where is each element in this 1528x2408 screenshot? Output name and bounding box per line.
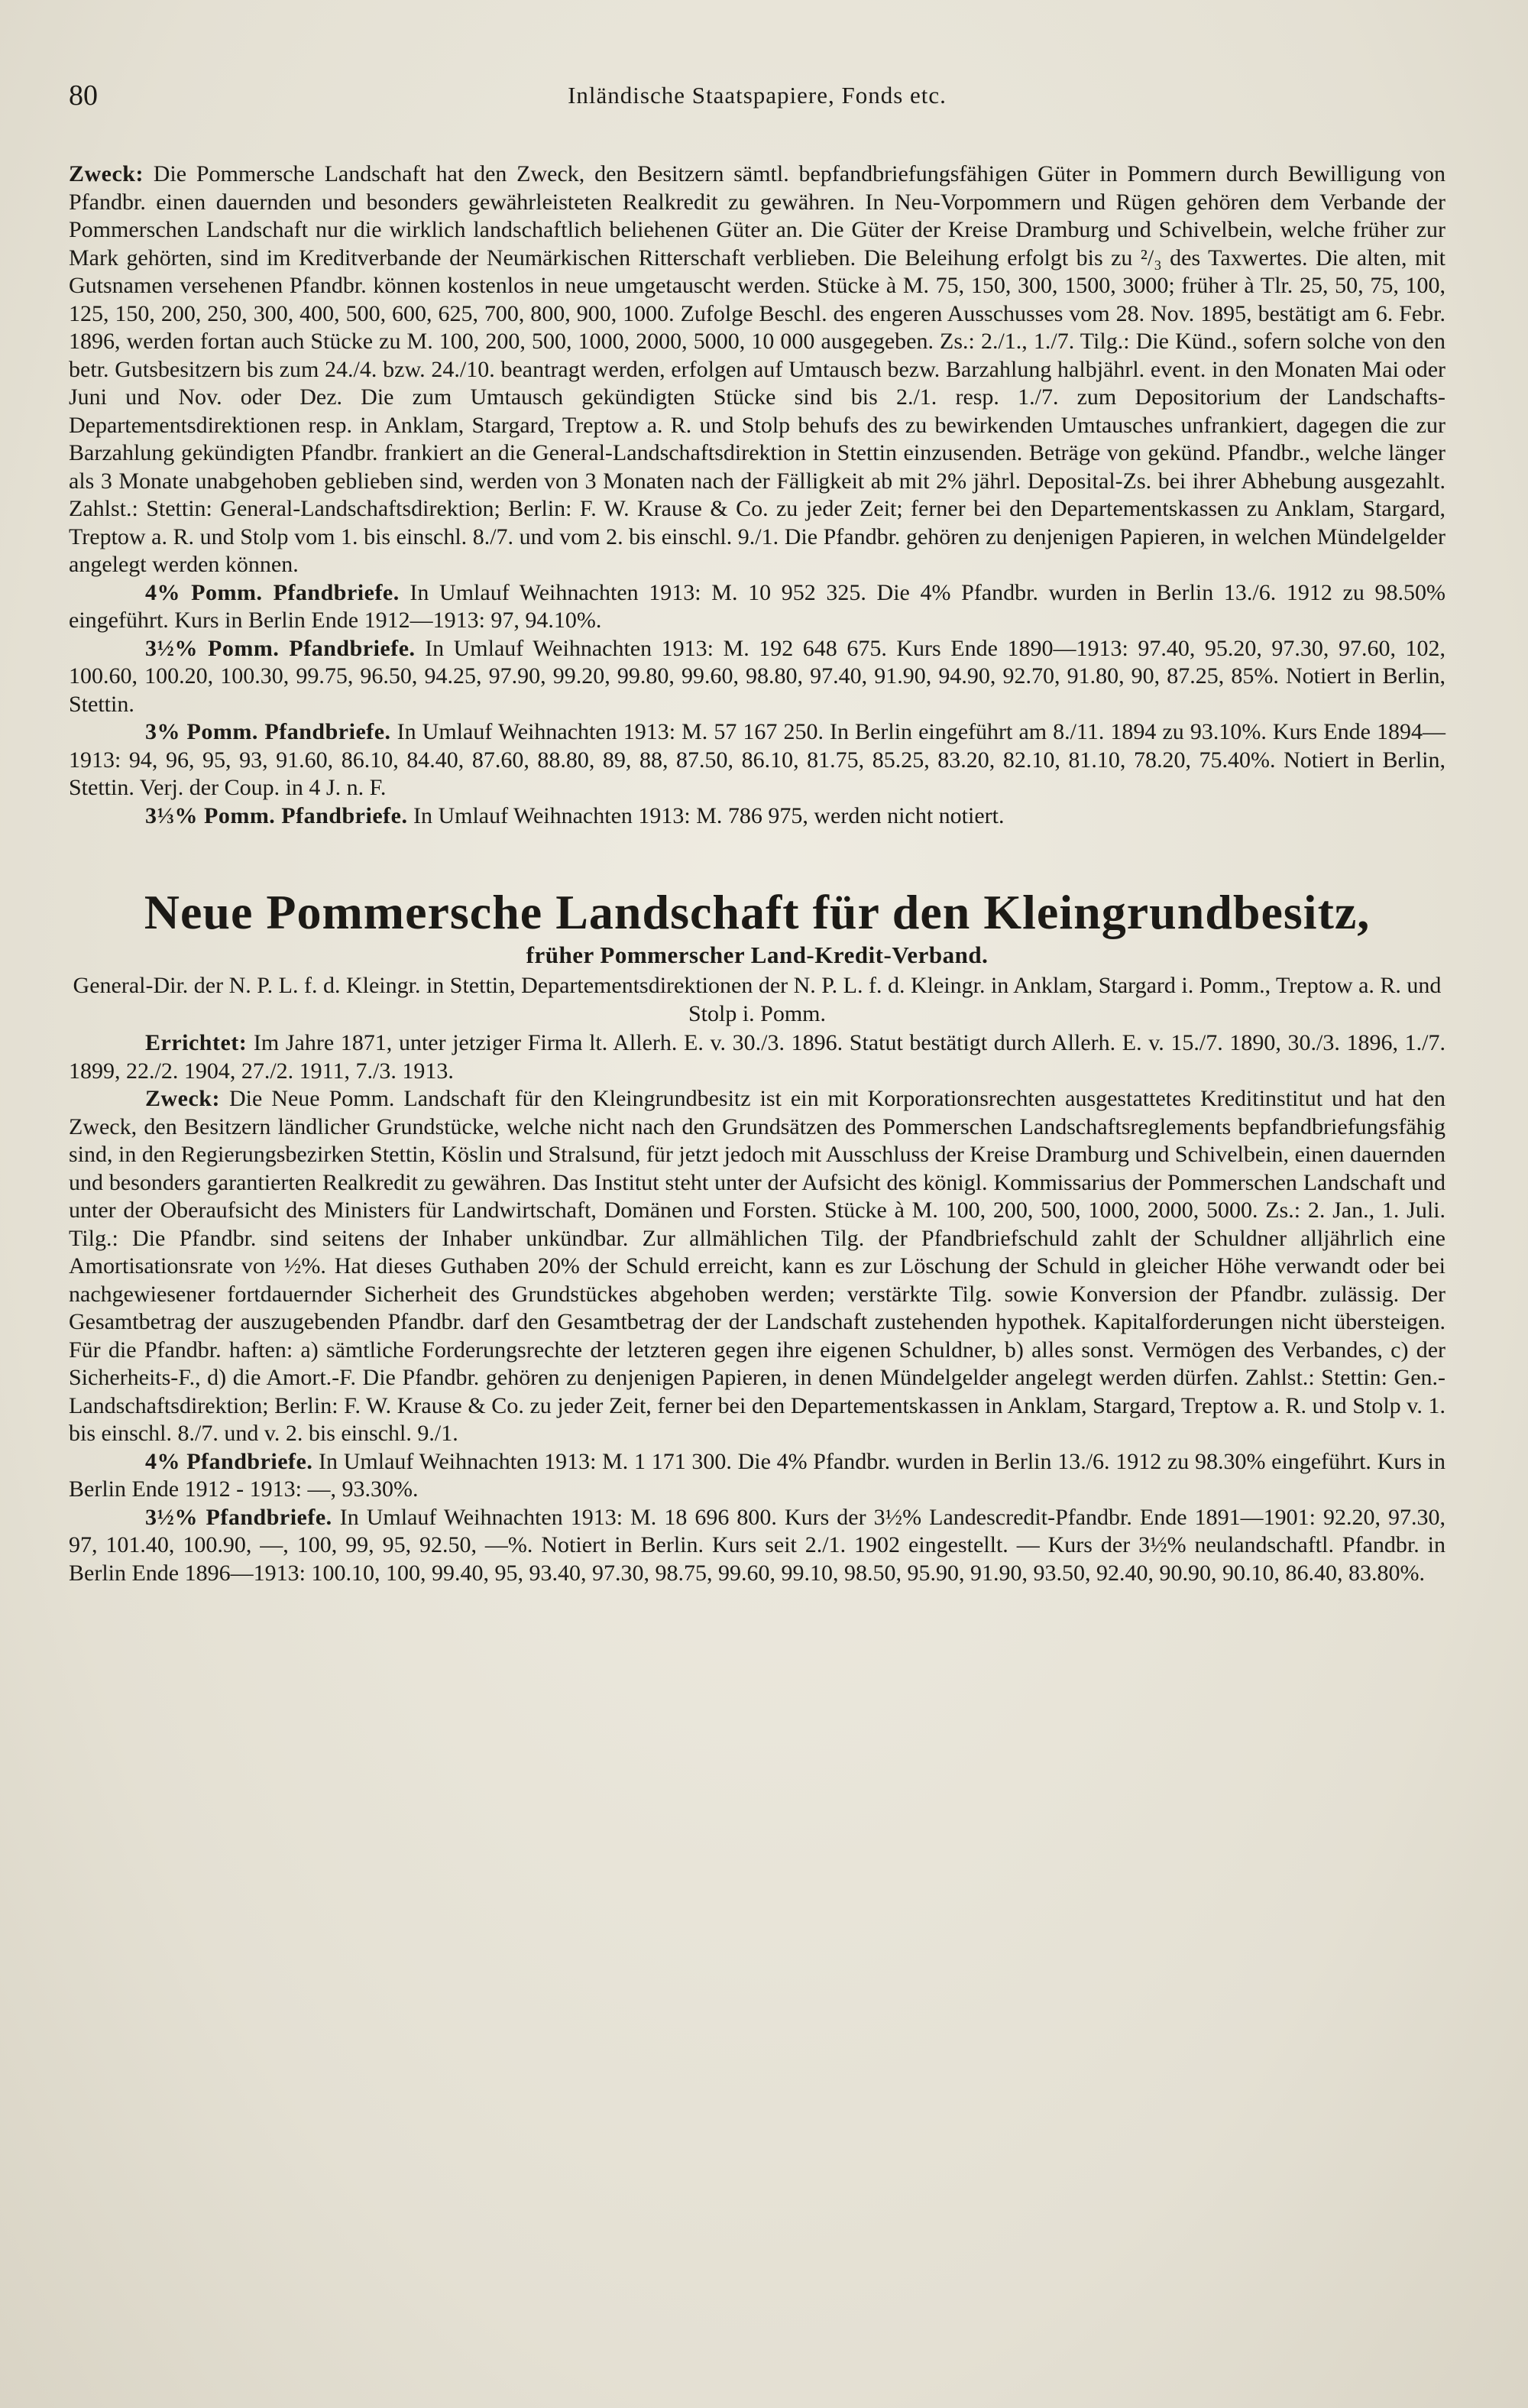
paragraph-3-33-pct-pfandbriefe bbox=[69, 802, 1445, 831]
paragraph-lead: Errichtet: bbox=[145, 1030, 248, 1055]
section-subtitle: früher Pommerscher Land-Kredit-Verband. bbox=[526, 941, 989, 968]
page-number: 80 bbox=[69, 79, 98, 112]
running-head bbox=[69, 76, 1445, 125]
paragraph-lead: 3⅓% Pomm. Pfandbriefe. bbox=[145, 802, 408, 828]
paragraph-text: Die Neue Pomm. Landschaft für den Kleingrundbesitz ist ein mit Korporationsrechten ausgestattetes Kreditinstitut und hat den Zweck, den Besitzern ländlicher Grundstücke, welche nicht nach den Grundsätzen des Pommerschen Landschaftsreglements bepfandbriefungsfähig sind, in den Regierungsbezirken Stettin, Köslin und Stralsund, für jetzt jedoch mit Ausschluss der Kreise Dramburg und Schivelbein, einen dauernden und besonders garantierten Realkredit zu gewähren. Das Institut steht unter der Aufsicht des königl. Kommissarius der Pommerschen Landschaft und unter der Oberaufsicht des Ministers für Landwirtschaft, Domänen und Forsten. Stücke à M. 100, 200, 500, 1000, 2000, 5000. Zs.: 2. Jan., 1. Juli. Tilg.: Die Pfandbr. sind seitens der Inhaber unkündbar. Zur allmählichen Tilg. der Pfandbriefschuld zahlt der Schuldner alljährlich eine Amortisationsrate von ½%. Hat dieses Guthaben 20% der Schuld erreicht, kann es zur Löschung der Schuld in gleicher Höhe verwandt oder bei nachgewiesener fortdauernder Sicherheit des Grundstückes abgehoben werden; verstärkte Tilg. sowie Konversion der Pfandbr. zulässig. Der Gesamtbetrag der auszugebenden Pfandbr. darf den Gesamtbetrag der der Landschaft zustehenden hypothek. Kapitalforderungen nicht übersteigen. Für die Pfandbr. haften: a) sämtliche Forderungsrechte der letzteren gegen ihre eigenen Schuldner, b) alles sonst. Vermögen des Verbandes, c) der Sicherheits-F., d) die Amort.-F. Die Pfandbr. gehören zu denjenigen Papieren, in denen Mündelgelder angelegt werden dürfen. Zahlst.: Stettin: Gen.-Landschaftsdirektion; Berlin: F. W. Krause & Co. zu jeder Zeit, ferner bei den Departementskassen in Anklam, Stargard, Treptow a. R. und Stolp v. 1. bis einschl. 8./7. und v. 2. bis einschl. 9./1. bbox=[69, 1086, 1445, 1446]
address-block: General-Dir. der N. P. L. f. d. Kleingr. in Stettin, Departementsdirektionen der N. P. L. f. d. Kleingr. in Anklam, Stargard i. Pomm., Treptow a. R. und Stolp i. Pomm. bbox=[73, 973, 1442, 1026]
paragraph-text: In Umlauf Weihnachten 1913: M. 786 975, werden nicht notiert. bbox=[407, 802, 1005, 828]
paragraph-4-pct-pfandbriefe bbox=[69, 1448, 1445, 1504]
paragraph-text: In Umlauf Weihnachten 1913: M. 1 171 300. Die 4% Pfandbr. wurden in Berlin 13./6. 1912 zu 98.30% eingeführt. Kurs in Berlin Ende 1912 - 1913: —, 93.30%. bbox=[69, 1448, 1446, 1502]
paragraph-lead: 3½% Pomm. Pfandbriefe. bbox=[145, 635, 416, 661]
paragraph-lead: 3% Pomm. Pfandbriefe. bbox=[145, 719, 391, 744]
running-title: Inländische Staatspapiere, Fonds etc. bbox=[568, 82, 947, 109]
paragraph-lead: Zweck: bbox=[145, 1086, 220, 1111]
paragraph-text: In Umlauf Weihnachten 1913: M. 10 952 325. Die 4% Pfandbr. wurden in Berlin 13./6. 1912 zu 98.50% eingeführt. Kurs in Berlin Ende 1912—1913: 97, 94.10%. bbox=[69, 579, 1445, 633]
paragraph-3-5-pct-pfandbriefe bbox=[69, 1504, 1445, 1588]
section-gap bbox=[69, 830, 1445, 885]
paragraph-text: Im Jahre 1871, unter jetziger Firma lt. Allerh. E. v. 30./3. 1896. Statut bestätigt durch Allerh. E. v. 15./7. 1890, 30./3. 1896, 1./7. 1899, 22./2. 1904, 27./2. 1911, 7./3. 1913. bbox=[69, 1030, 1445, 1084]
paragraph-zweck bbox=[69, 1085, 1445, 1448]
paragraph-text: In Umlauf Weihnachten 1913: M. 57 167 250. In Berlin eingeführt am 8./11. 1894 zu 93.10%. Kurs Ende 1894—1913: 94, 96, 95, 93, 91.60, 86.10, 84.40, 87.60, 88.80, 89, 88, 87.50, 86.10, 81.75, 85.25, 83.20, 82.10, 81.10, 78.20, 75.40%. Notiert in Berlin, Stettin. Verj. der Coup. in 4 J. n. F. bbox=[69, 719, 1445, 800]
paragraph-text: In Umlauf Weihnachten 1913: M. 18 696 800. Kurs der 3½% Landescredit-Pfandbr. Ende 1891—1901: 92.20, 97.30, 97, 101.40, 100.90, —, 100, 99, 95, 92.50, —%. Notiert in Berlin. Kurs seit 2./1. 1902 eingestellt. — Kurs der 3½% neulandschaftl. Pfandbr. in Berlin Ende 1896—1913: 100.10, 100, 99.40, 95, 93.40, 97.30, 98.75, 99.60, 99.10, 98.50, 95.90, 91.90, 93.50, 92.40, 90.90, 90.10, 86.40, 83.80%. bbox=[69, 1504, 1445, 1586]
paragraph-3-pct-pfandbriefe bbox=[69, 718, 1445, 802]
paragraph-text: In Umlauf Weihnachten 1913: M. 192 648 675. Kurs Ende 1890—1913: 97.40, 95.20, 97.30, 97.60, 102, 100.60, 100.20, 100.30, 99.75, 96.50, 94.25, 97.90, 99.20, 99.80, 99.60, 98.80, 97.40, 91.90, 94.90, 92.70, 91.80, 90, 87.25, 85%. Notiert in Berlin, Stettin. bbox=[69, 635, 1446, 717]
paragraph-3-5-pct-pfandbriefe bbox=[69, 635, 1445, 719]
paragraph-zweck bbox=[69, 160, 1445, 579]
section-neue-pommersche-landschaft bbox=[69, 885, 1445, 1587]
section-title: Neue Pommersche Landschaft für den Kleingrundbesitz, bbox=[144, 885, 1371, 939]
paragraph-lead: Zweck: bbox=[69, 161, 144, 186]
paragraph-lead: 3½% Pfandbriefe. bbox=[145, 1504, 332, 1530]
section-pommersche-landschaft bbox=[69, 160, 1445, 830]
paragraph-lead: 4% Pfandbriefe. bbox=[145, 1448, 313, 1474]
paragraph-errichtet bbox=[69, 1029, 1445, 1085]
paragraph-text: Die Pommersche Landschaft hat den Zweck, den Besitzern sämtl. bepfandbriefungsfähigen Güter in Pommern durch Bewilligung von Pfandbr. einen dauernden und besonders gewährleisteten Realkredit zu gewähren. In Neu-Vorpommern und Rügen gehören dem Verbande der Pommerschen Landschaft nur die wirklich landschaftlich beliehenen Güter an. Die Güter der Kreise Dramburg und Schivelbein, welche früher zur Mark gehörten, sind im Kreditverbande der Neumärkischen Ritterschaft verblieben. Die Beleihung erfolgt bis zu ²/₃ des Taxwertes. Die alten, mit Gutsnamen versehenen Pfandbr. können kostenlos in neue umgetauscht werden. Stücke à M. 75, 150, 300, 1500, 3000; früher à Tlr. 25, 50, 75, 100, 125, 150, 200, 250, 300, 400, 500, 600, 625, 700, 800, 900, 1000. Zufolge Beschl. des engeren Ausschusses vom 28. Nov. 1895, bestätigt am 6. Febr. 1896, werden fortan auch Stücke zu M. 100, 200, 500, 1000, 2000, 5000, 10 000 ausgegeben. Zs.: 2./1., 1./7. Tilg.: Die Künd., sofern solche von den betr. Gutsbesitzern bis zum 24./4. bzw. 24./10. beantragt werden, erfolgen auf Umtausch bezw. Barzahlung halbjährl. event. in den Monaten Mai oder Juni und Nov. oder Dez. Die zum Umtausch gekündigten Stücke sind bis 2./1. resp. 1./7. zum Depositorium der Landschafts-Departementsdirektionen resp. in Anklam, Stargard, Treptow a. R. und Stolp behufs des zu bewirkenden Umtausches unfrankiert, dagegen die zur Barzahlung gekündigten Pfandbr. frankiert an die General-Landschaftsdirektion in Stettin einzusenden. Beträge von gekünd. Pfandbr., welche länger als 3 Monate unabgehoben geblieben sind, werden von 3 Monaten nach der Fälligkeit ab mit 2% jährl. Deposital-Zs. bei ihrer Abhebung ausgezahlt. Zahlst.: Stettin: General-Landschaftsdirektion; Berlin: F. W. Krause & Co. zu jeder Zeit; ferner bei den Departementskassen zu Anklam, Stargard, Treptow a. R. und Stolp vom 1. bis einschl. 8./7. und vom 2. bis einschl. 9./1. Die Pfandbr. gehören zu denjenigen Papieren, in welchen Mündelgelder angelegt werden können. bbox=[69, 161, 1445, 577]
paragraph-4-pct-pfandbriefe bbox=[69, 579, 1445, 635]
paragraph-lead: 4% Pomm. Pfandbriefe. bbox=[145, 579, 400, 605]
